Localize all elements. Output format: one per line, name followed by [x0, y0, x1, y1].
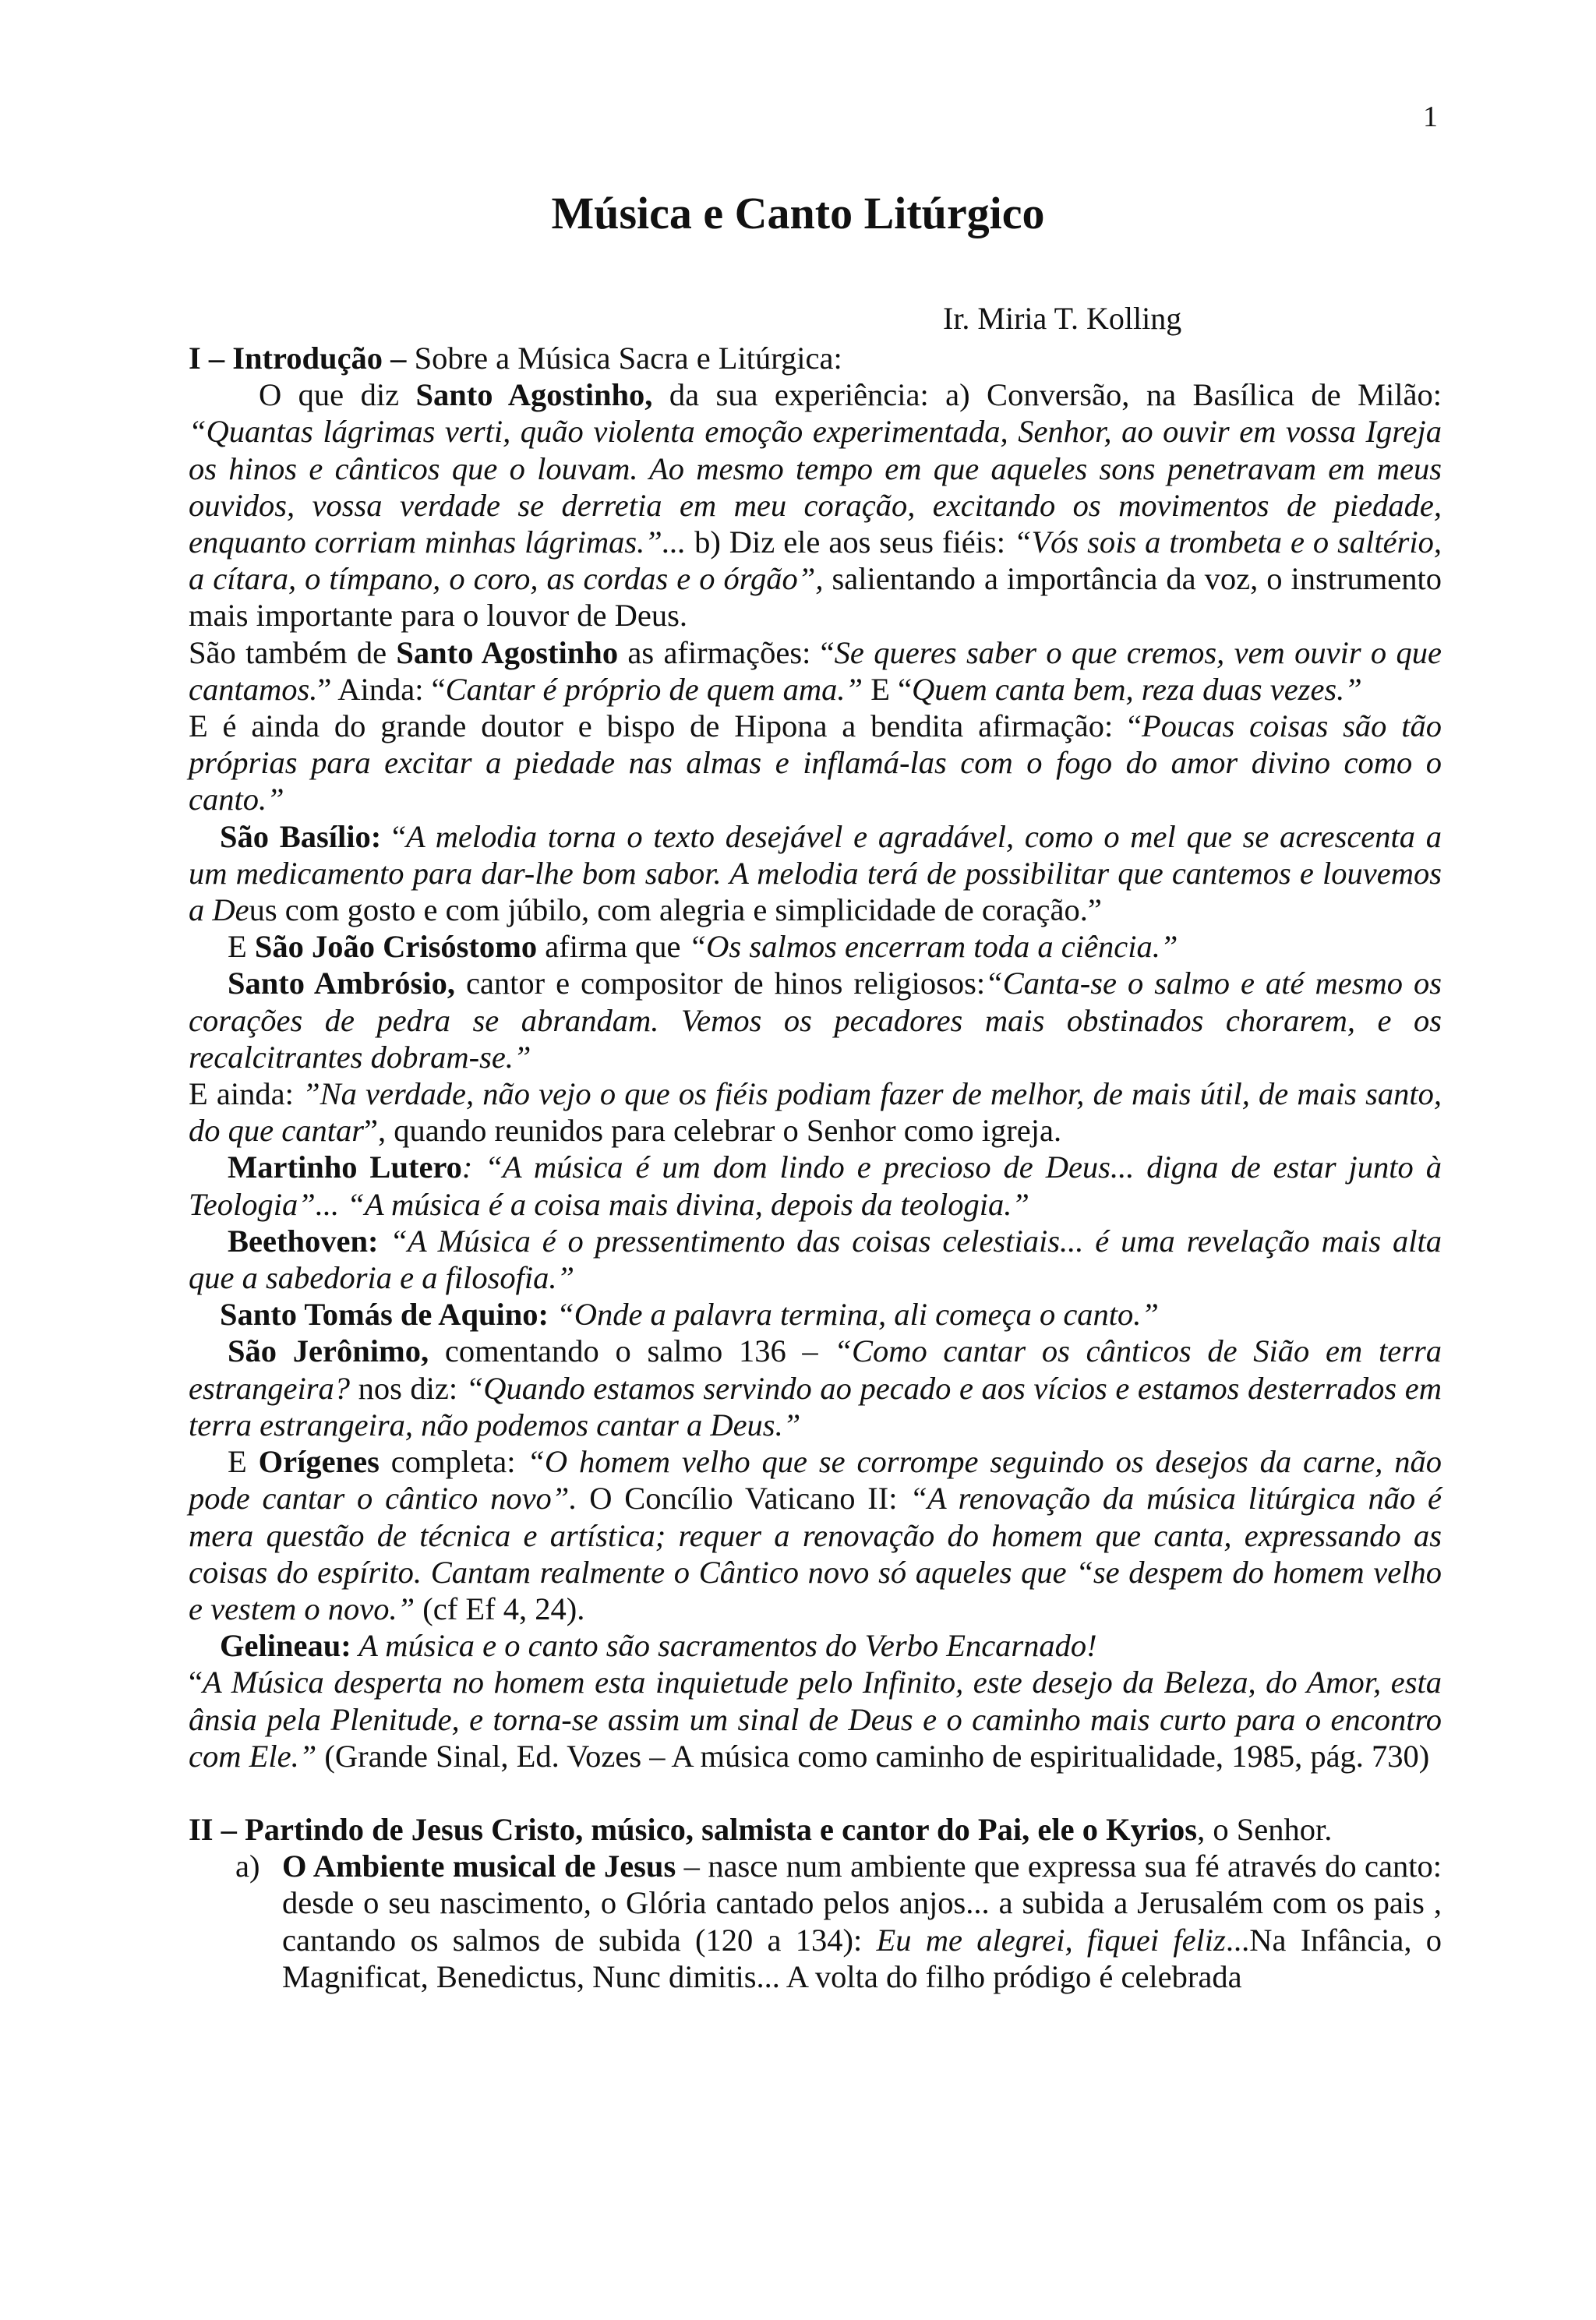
- quote: Eu me alegrei, fiquei feliz: [876, 1922, 1226, 1958]
- quote: “A renovação da música litúrgica não é mera questão de técnica e artística; requer a renovação do homem que canta, expressando as coisas do espírito. Cantam realmente o Cântico novo só aqueles que “se despem do homem velho e vestem o novo.”: [189, 1481, 1442, 1626]
- heading-bold: II – Partindo de Jesus Cristo, músico, salmista e cantor do Pai, ele o Kyrios: [189, 1811, 1198, 1847]
- list-item-ambiente-musical: [282, 1848, 1442, 1995]
- ordered-list: [189, 1848, 1442, 1995]
- quote: “Os salmos encerram toda a ciência.”: [688, 929, 1178, 965]
- text: (cf Ef 4, 24).: [415, 1591, 585, 1626]
- quote: A música e o canto são sacramentos do Verbo Encarnado!: [351, 1628, 1097, 1664]
- name-bold: Santo Tomás de Aquino:: [220, 1297, 549, 1333]
- name-bold: Martinho Lutero: [228, 1149, 462, 1185]
- quote: ”Na verdade, não vejo o que os fiéis podiam fazer de melhor, de mais útil, de mais santo, do que cantar: [189, 1076, 1442, 1149]
- name-bold: São Jerônimo,: [228, 1333, 429, 1369]
- quote: “Como cantar os cânticos de Sião em terra estrangeira?: [189, 1333, 1442, 1406]
- paragraph-hipona: [189, 708, 1442, 818]
- paragraph-jeronimo: [189, 1333, 1442, 1443]
- quote: Se queres saber o que cremos, vem ouvir o que cantamos.: [189, 634, 1442, 707]
- author-line: Ir. Miria T. Kolling: [943, 301, 1182, 336]
- quote: “Canta-se o salmo e até mesmo os corações de pedra se abrandam. Vemos os pecadores mais obstinados chorarem, e os recalcitrantes dobram-se.”: [189, 966, 1442, 1075]
- text: “: [381, 818, 406, 854]
- text: ...Na Infância, o Magnificat, Benedictus, Nunc dimitis... A volta do filho pródigo é celebrada: [282, 1922, 1442, 1994]
- heading-rest: Sobre a Música Sacra e Litúrgica:: [406, 341, 842, 376]
- text: salientando a importância da voz, o instrumento mais importante para o louvor de Deus.: [189, 561, 1442, 634]
- list-marker: a): [235, 1849, 260, 1884]
- section-heading-jesus: [189, 1811, 1442, 1848]
- paragraph-origenes: [189, 1443, 1442, 1627]
- quote: : “A música é um dom lindo e precioso de Deus... digna de estar junto à Teologia”... “A música é a coisa mais divina, depois da teologia.”: [189, 1149, 1442, 1222]
- paragraph-crisostomo: [189, 928, 1442, 965]
- paragraph-agostinho-1: [189, 376, 1442, 634]
- quote: “Onde a palavra termina, ali começa o canto.”: [549, 1297, 1159, 1333]
- text: ” Ainda: “: [317, 671, 446, 707]
- text: nos diz:: [350, 1370, 466, 1406]
- quote: Cantar é próprio de quem ama.”: [445, 671, 863, 707]
- paragraph-lutero: [189, 1149, 1442, 1222]
- quote: A Música desperta no homem esta inquietude pelo Infinito, este desejo da Beleza, do Amor, esta ânsia pela Plenitude, e torna-se assim um sinal de Deus e o caminho mais curto para o encontro com Ele.”: [189, 1665, 1442, 1774]
- heading-rest: , o Senhor.: [1197, 1811, 1333, 1847]
- name-bold: Santo Agostinho,: [415, 377, 653, 413]
- quote: “A Música é o pressentimento das coisas celestiais... é uma revelação mais alta que a sabedoria e a filosofia.”: [189, 1223, 1442, 1296]
- text: us com gosto e com júbilo, com alegria e simplicidade de coração: [249, 892, 1080, 928]
- quote: Quem canta bem, reza duas vezes.”: [912, 671, 1362, 707]
- text: O Concílio Vaticano II:: [577, 1481, 910, 1517]
- text: “: [189, 1665, 203, 1700]
- text: comentando o salmo 136 –: [429, 1333, 835, 1369]
- paragraph-musica-desperta: [189, 1664, 1442, 1774]
- paragraph-spacer: [189, 1774, 1442, 1811]
- quote: A melodia torna o texto desejável e agradável, como o mel que se acrescenta a um medicamento para dar-lhe bom sabor. A melodia terá de possibilitar que cantemos e louvemos a De: [189, 818, 1442, 928]
- text: – nasce num ambiente que expressa sua fé através do canto: desde o seu nascimento, o Glória cantado pelos anjos... a subida a Jerusalém com os pais , cantando os salmos de subida (120 a 134):: [282, 1849, 1442, 1958]
- text: b) Diz ele aos seus fiéis:: [686, 524, 1014, 560]
- text: O que diz: [259, 377, 416, 413]
- paragraph-gelineau: [189, 1627, 1442, 1664]
- section-heading-introduction: [189, 340, 1442, 376]
- quote: “Vós sois a trombeta e o saltério, a cítara, o tímpano, o coro, as cordas e o órgão”,: [189, 524, 1442, 597]
- name-bold: Gelineau:: [220, 1628, 351, 1664]
- paragraph-agostinho-2: [189, 634, 1442, 708]
- heading-bold: I – Introdução –: [189, 341, 407, 376]
- text: cantor e compositor de hinos religiosos:: [454, 966, 986, 1001]
- name-bold: São Basílio:: [220, 818, 382, 854]
- paragraph-ambrosio: [189, 965, 1442, 1075]
- text: afirma que: [537, 929, 689, 965]
- text: as afirmações: “: [618, 634, 835, 670]
- quote: “Quantas lágrimas verti, quão violenta emoção experimentada, Senhor, ao ouvir em vossa Igreja os hinos e cânticos que o louvam. Ao mesmo tempo em que aqueles sons penetravam em meus ouvidos, vossa verdade se derretia em meu coração, excitando os movimentos de piedade, enquanto corriam minhas lágrimas.”...: [189, 414, 1442, 560]
- page-number: 1: [1423, 101, 1438, 133]
- text: E ainda:: [189, 1076, 303, 1112]
- text: E é ainda do grande doutor e bispo de Hipona a bendita afirmação: “: [189, 708, 1142, 744]
- text: ”, quando reunidos para celebrar o Senhor como igreja.: [363, 1113, 1062, 1149]
- text: .”: [1079, 892, 1102, 928]
- text: (Grande Sinal, Ed. Vozes – A música como caminho de espiritualidade, 1985, pág. 730): [316, 1738, 1430, 1774]
- document-body: [189, 340, 1442, 1995]
- item-title-bold: O Ambiente musical de Jesus: [282, 1849, 676, 1884]
- document-title: Música e Canto Litúrgico: [551, 188, 1045, 238]
- name-bold: Orígenes: [258, 1444, 380, 1480]
- text: E “: [863, 671, 913, 707]
- text: E: [228, 929, 255, 965]
- text: São também de: [189, 634, 397, 670]
- paragraph-ambrosio-2: [189, 1075, 1442, 1149]
- name-bold: São João Crisóstomo: [254, 929, 538, 965]
- text: completa:: [379, 1444, 528, 1480]
- text: E: [228, 1444, 259, 1480]
- name-bold: Beethoven:: [228, 1223, 379, 1259]
- paragraph-beethoven: [189, 1223, 1442, 1296]
- quote: Poucas coisas são tão próprias para excitar a piedade nas almas e inflamá-las com o fogo do amor divino como o canto.”: [189, 708, 1442, 817]
- paragraph-aquino: [189, 1296, 1442, 1333]
- text: da sua experiência: a) Conversão, na Basílica de Milão:: [652, 377, 1442, 413]
- quote: “Quando estamos servindo ao pecado e aos vícios e estamos desterrados em terra estrangeira, não podemos cantar a Deus.”: [189, 1370, 1442, 1442]
- name-bold: Santo Agostinho: [396, 634, 619, 670]
- quote: “O homem velho que se corrompe seguindo os desejos da carne, não pode cantar o cântico novo”.: [189, 1444, 1442, 1517]
- name-bold: Santo Ambrósio,: [228, 966, 455, 1001]
- paragraph-basilio: [189, 818, 1442, 929]
